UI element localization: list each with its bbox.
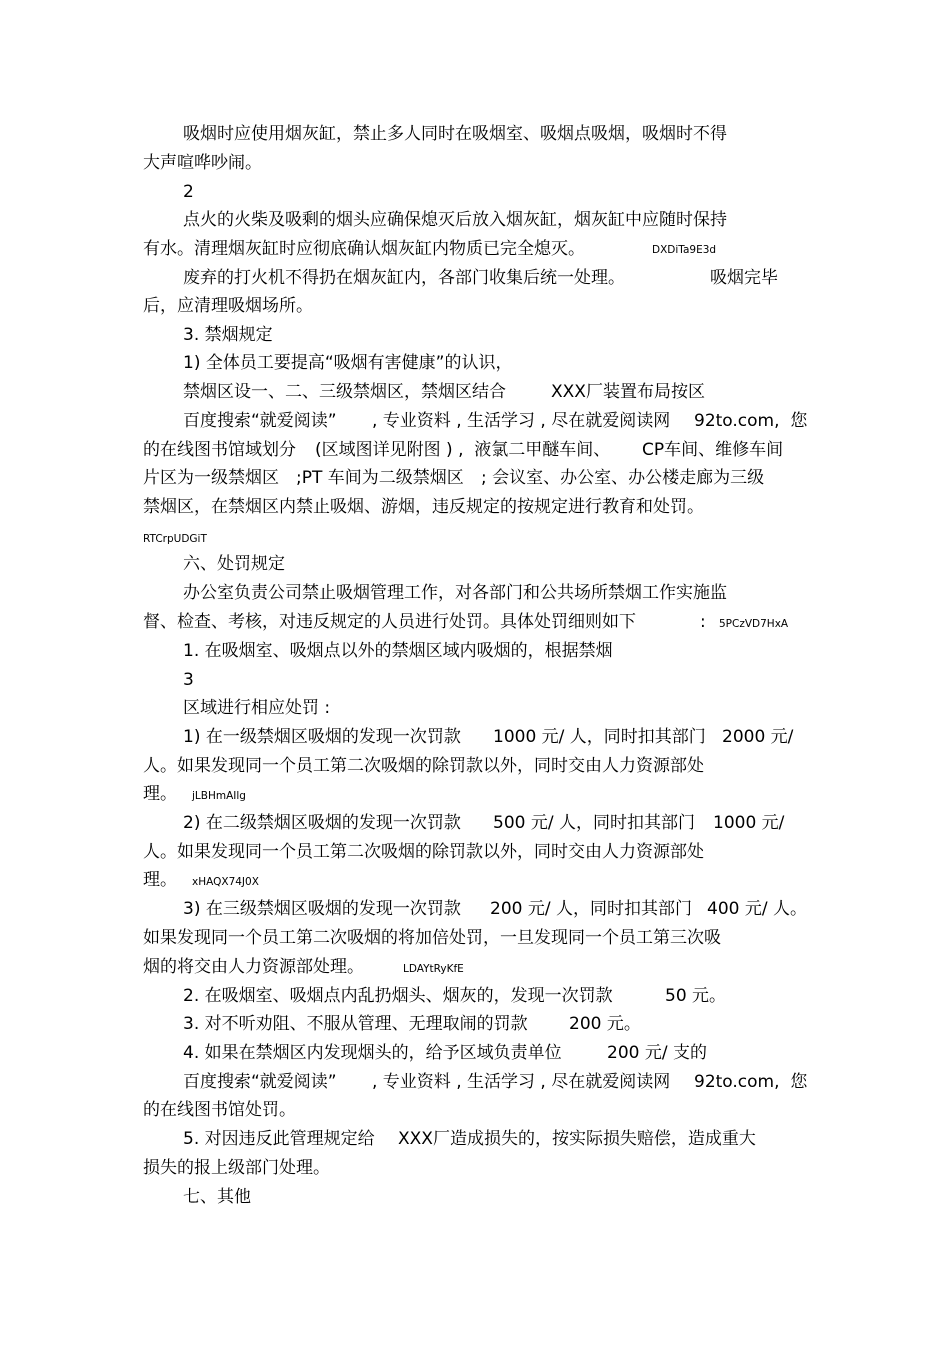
text-line: 4. 如果在禁烟区内发现烟头的，给予区域负责单位 (183, 1043, 562, 1063)
text-line: XXX厂装置布局按区 (551, 382, 705, 402)
doc-code: DXDiTa9E3d (652, 244, 717, 256)
text-line: 2) 在二级禁烟区吸烟的发现一次罚款 (183, 813, 461, 833)
text-line: 50 元。 (665, 986, 727, 1006)
text-line: 1. 在吸烟室、吸烟点以外的禁烟区域内吸烟的，根据禁烟 (183, 641, 613, 661)
text-line: 2000 元/ (722, 727, 794, 747)
doc-code: xHAQX74J0X (192, 876, 259, 888)
text-line: 片区为一级禁烟区 (143, 468, 279, 488)
text-line: 后，应清理吸烟场所。 (143, 296, 313, 316)
text-line: 禁烟区设一、二、三级禁烟区，禁烟区结合 (183, 382, 506, 402)
ad-text: 92to.com, 您 (694, 1072, 808, 1092)
ad-text: , 专业资料 , 生活学习 , 尽在就爱阅读网 (372, 1072, 671, 1092)
text-line: 3. 对不听劝阻、不服从管理、无理取闹的罚款 (183, 1014, 528, 1034)
text-line: 的在线图书馆处罚。 (143, 1100, 296, 1120)
text-line: 200 元。 (569, 1014, 641, 1034)
text-line: 5. 对因违反此管理规定给 (183, 1129, 375, 1149)
text-line: 废弃的打火机不得扔在烟灰缸内，各部门收集后统一处理。 (183, 268, 625, 288)
text-line: 禁烟区，在禁烟区内禁止吸烟、游烟，违反规定的按规定进行教育和处罚。 (143, 497, 704, 517)
text-line: 办公室负责公司禁止吸烟管理工作，对各部门和公共场所禁烟工作实施监 (183, 583, 727, 603)
text-line: 500 元/ 人，同时扣其部门 (493, 813, 695, 833)
text-line: 吸烟时应使用烟灰缸，禁止多人同时在吸烟室、吸烟点吸烟，吸烟时不得 (183, 124, 727, 144)
text-line: 督、检查、考核，对违反规定的人员进行处罚。具体处罚细则如下 (143, 612, 636, 632)
doc-code: RTCrpUDGiT (143, 533, 207, 545)
section-heading: 六、处罚规定 (183, 554, 285, 574)
text-line: 1000 元/ (713, 813, 785, 833)
section-heading: 3. 禁烟规定 (183, 325, 273, 345)
text-line: 的在线图书馆域划分 (143, 440, 296, 460)
section-heading: 七、其他 (183, 1187, 251, 1207)
text-line: 2. 在吸烟室、吸烟点内乱扔烟头、烟灰的，发现一次罚款 (183, 986, 613, 1006)
text-line: 如果发现同一个员工第二次吸烟的将加倍处罚，一旦发现同一个员工第三次吸 (143, 928, 721, 948)
text-line: CP车间、维修车间 (642, 440, 784, 460)
text-line: 人。如果发现同一个员工第二次吸烟的除罚款以外，同时交由人力资源部处 (143, 842, 704, 862)
text-line: 有水。清理烟灰缸时应彻底确认烟灰缸内物质已完全熄灭。 (143, 239, 585, 259)
text-line: 理。 (143, 870, 177, 890)
page-number: 3 (183, 670, 194, 690)
doc-code: LDAYtRyKfE (403, 963, 464, 975)
page-number: 2 (183, 182, 194, 202)
text-line: 1) 全体员工要提高“吸烟有害健康”的认识， (183, 353, 513, 373)
text-line: 大声喧哗吵闹。 (143, 153, 262, 173)
text-line: ;PT 车间为二级禁烟区 (296, 468, 464, 488)
text-line: 区域进行相应处罚 : (183, 698, 331, 718)
text-line: 3) 在三级禁烟区吸烟的发现一次罚款 (183, 899, 461, 919)
ad-text: 百度搜索“就爱阅读” (183, 411, 337, 431)
ad-text: 百度搜索“就爱阅读” (183, 1072, 337, 1092)
text-line: 400 元/ 人。 (707, 899, 807, 919)
doc-code: 5PCzVD7HxA (719, 618, 789, 630)
text-line: 200 元/ 人，同时扣其部门 (490, 899, 692, 919)
text-line: 吸烟完毕 (710, 268, 778, 288)
doc-code: jLBHmAIlg (192, 790, 246, 802)
text-line: 1000 元/ 人，同时扣其部门 (493, 727, 706, 747)
text-line: 1) 在一级禁烟区吸烟的发现一次罚款 (183, 727, 461, 747)
ad-text: 92to.com, 您 (694, 411, 808, 431)
text-line: XXX厂造成损失的，按实际损失赔偿，造成重大 (398, 1129, 756, 1149)
text-line: 200 元/ 支的 (607, 1043, 707, 1063)
text-line: (区域图详见附图 ) , 液氯二甲醚车间、 (315, 440, 611, 460)
text-line: : (700, 612, 706, 632)
text-line: ; 会议室、办公室、办公楼走廊为三级 (481, 468, 765, 488)
text-line: 损失的报上级部门处理。 (143, 1158, 330, 1178)
text-line: 人。如果发现同一个员工第二次吸烟的除罚款以外，同时交由人力资源部处 (143, 756, 704, 776)
text-line: 点火的火柴及吸剩的烟头应确保熄灭后放入烟灰缸，烟灰缸中应随时保持 (183, 210, 727, 230)
text-line: 理。 (143, 784, 177, 804)
text-line: 烟的将交由人力资源部处理。 (143, 957, 364, 977)
ad-text: , 专业资料 , 生活学习 , 尽在就爱阅读网 (372, 411, 671, 431)
